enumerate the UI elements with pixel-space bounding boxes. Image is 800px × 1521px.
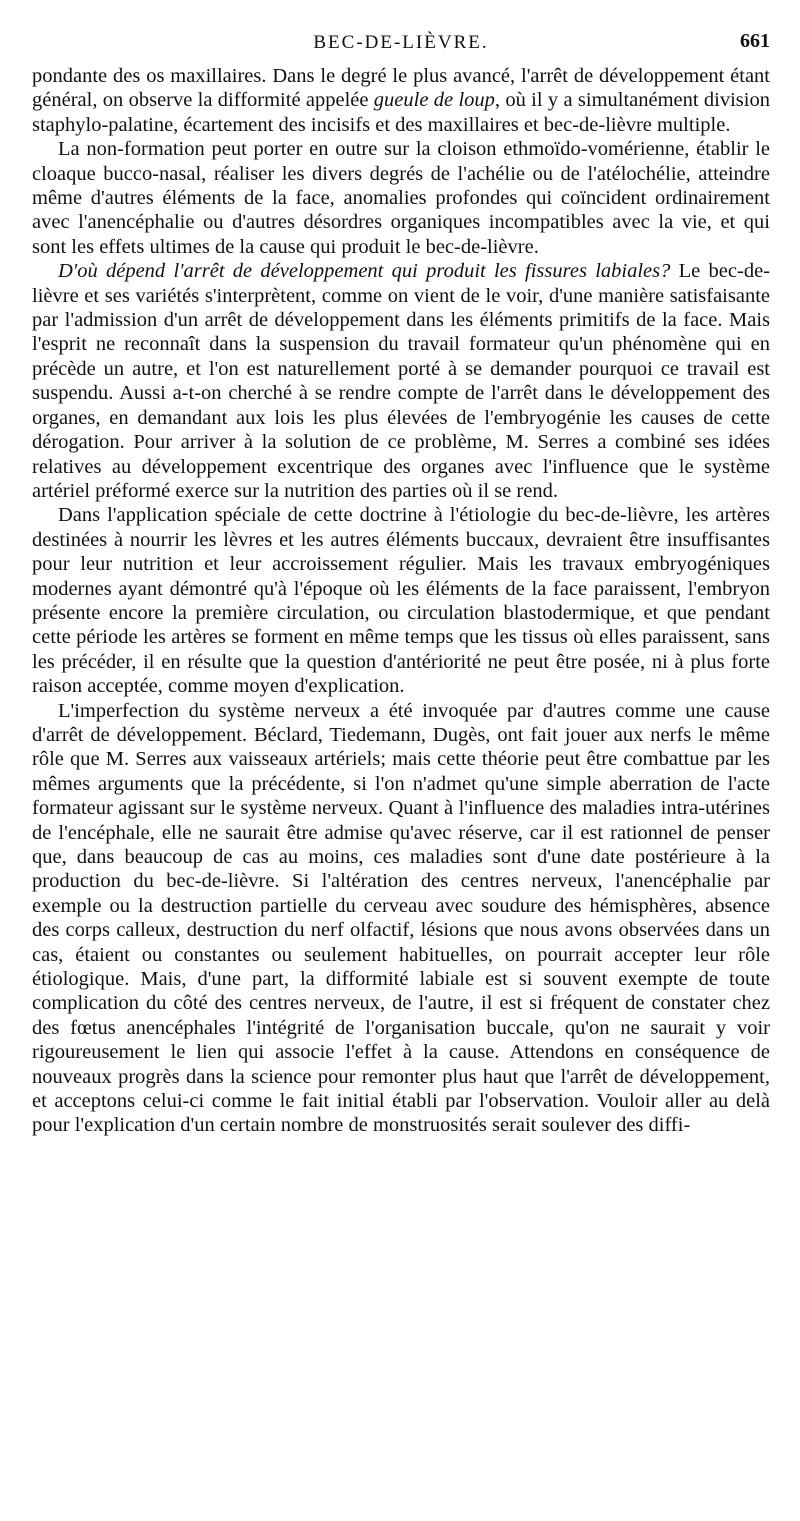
paragraph-4 <box>32 503 770 698</box>
paragraph-5 <box>32 699 770 1138</box>
paragraph-1-italic-term: gueule de loup <box>373 89 495 112</box>
paragraph-3-rest: Le bec-de-lièvre et ses variétés s'interprètent, comme on vient de le voir, d'une manière satisfaisante par l'admission d'un arrêt de développement dans les éléments primitifs de la face. Mais l'esprit ne reconnaît dans la suspension du travail formateur qu'un phénomène qui en précède un autre, et l'on est naturellement porté à se demander pourquoi ce travail est suspendu. Aussi a-t-on cherché à se rendre compte de l'arrêt dans le développement des organes, en demandant aux lois les plus élevées de l'embryogénie les causes de cette dérogation. Pour arriver à la solution de ce problème, M. Serres a combiné ses idées relatives au développement excentrique des organes avec l'influence que le système artériel préformé exerce sur la nutrition des parties où il se rend. <box>32 260 770 502</box>
running-head <box>32 30 770 64</box>
running-title: BEC-DE-LIÈVRE. <box>313 32 489 53</box>
paragraph-1 <box>32 64 770 137</box>
paragraph-5-text: L'imperfection du système nerveux a été invoquée par d'autres comme une cause d'arrêt de développement. Béclard, Tiedemann, Dugès, ont fait jouer aux nerfs le même rôle que M. Serres aux vaisseaux artériels; mais cette théorie peut être combattue par les mêmes arguments que la précédente, si l'on n'admet qu'une simple aberration de l'acte formateur agissant sur le système nerveux. Quant à l'influence des maladies intra-utérines de l'encéphale, elle ne saurait être admise qu'avec réserve, car il est rationnel de penser que, dans beaucoup de cas au moins, ces maladies sont d'une date postérieure à la production du bec-de-lièvre. Si l'altération des centres nerveux, l'anencéphalie par exemple ou la destruction partielle du cerveau avec soudure des hémisphères, absence des corps calleux, destruction du nerf olfactif, lésions que nous avons observées dans un cas, étaient ou constantes ou seulement habituelles, on pourrait accepter leur rôle étiologique. Mais, d'une part, la difformité labiale est si souvent exempte de toute complication du côté des centres nerveux, de l'autre, il est si fréquent de constater chez des fœtus anencéphales l'intégrité de l'organisation buccale, qu'on ne saurait y voir rigoureusement le lien qui associe l'effet à la cause. Attendons en conséquence de nouveaux progrès dans la science pour remonter plus haut que l'arrêt de développement, et acceptons celui-ci comme le fait initial établi par l'observation. Vouloir aller au delà pour l'explication d'un certain nombre de monstruosités serait soulever des diffi- <box>32 699 770 1137</box>
paragraph-2 <box>32 137 770 259</box>
page-number: 661 <box>740 30 770 52</box>
paragraph-1-rest: , où il y a simultanément division staphylo-palatine, écartement des incisifs et des maxillaires et bec-de-lièvre multiple. <box>32 89 770 136</box>
body-text <box>32 64 770 1138</box>
paragraph-2-text: La non-formation peut porter en outre sur la cloison ethmoïdo-vomérienne, établir le cloaque bucco-nasal, réaliser les divers degrés de l'achélie ou de l'atélochélie, atteindre même d'autres éléments de la face, anomalies profondes qui coïncident ordinairement avec l'anencéphalie ou d'autres désordres organiques incompatibles avec la vie, et qui sont les effets ultimes de la cause qui produit le bec-de-lièvre. <box>32 138 770 258</box>
paragraph-3-italic-question: D'où dépend l'arrêt de développement qui produit les fissures labiales? <box>58 260 671 283</box>
paragraph-3 <box>32 259 770 503</box>
paragraph-1-text: pondante des os maxillaires. Dans le degré le plus avancé, l'arrêt de développement étant général, on observe la difformité appelée <box>32 65 770 112</box>
book-page <box>32 30 770 1138</box>
paragraph-4-text: Dans l'application spéciale de cette doctrine à l'étiologie du bec-de-lièvre, les artères destinées à nourrir les lèvres et les autres éléments buccaux, devraient être insuffisantes pour leur nutrition et leur accroissement régulier. Mais les travaux embryogéniques modernes ayant démontré qu'à l'époque où les éléments de la face paraissent, l'embryon présente encore la première circulation, ou circulation blastodermique, et que pendant cette période les artères se forment en même temps que les tissus où elles paraissent, sans les précéder, il en résulte que la question d'antériorité ne peut être posée, ni à plus forte raison acceptée, comme moyen d'explication. <box>32 504 770 698</box>
